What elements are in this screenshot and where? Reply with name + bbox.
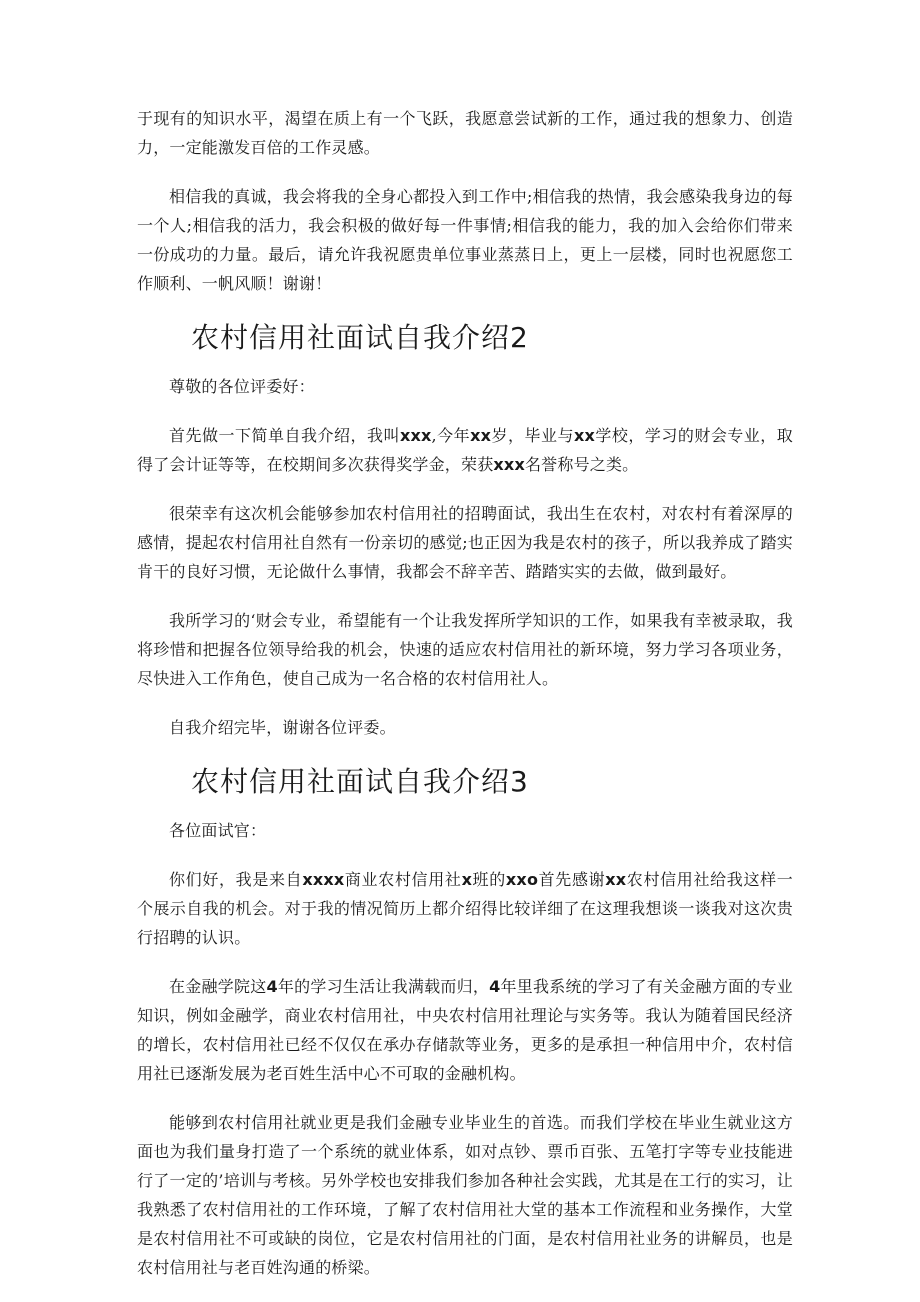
- section-3-paragraph-2: 在金融学院这4年的学习生活让我满载而归，4年里我系统的学习了有关金融方面的专业知识，例如金融学，商业农村信用社，中央农村信用社理论与实务等。我认为随着国民经济的增长，农村信用社已经不仅仅在承办存储款等业务，更多的是承担一种信用中介，农村信用社已逐渐发展为老百姓生活中心不可取的金融机构。: [137, 977, 793, 1083]
- section-3-paragraph-1: 你们好，我是来自xxxx商业农村信用社x班的xxo首先感谢xx农村信用社给我这样一个展示自我的机会。对于我的情况简历上都介绍得比较详细了在这理我想谈一谈我对这次贵行招聘的认识。: [137, 870, 793, 947]
- section-2-title: 农村信用社面试自我介绍2: [191, 321, 529, 354]
- section-2-greeting: 尊敬的各位评委好：: [169, 377, 315, 396]
- section-2-paragraph-4: 自我介绍完毕，谢谢各位评委。: [169, 718, 396, 737]
- section-2-paragraph-1: 首先做一下简单自我介绍，我叫xxx,今年xx岁，毕业与xx学校，学习的财会专业，取得了会计证等等，在校期间多次获得奖学金，荣获xxx名誉称号之类。: [137, 426, 794, 474]
- paragraph-continued: 于现有的知识水平，渴望在质上有一个飞跃，我愿意尝试新的工作，通过我的想象力、创造力，一定能激发百倍的工作灵感。: [137, 109, 793, 157]
- section-3-greeting: 各位面试官：: [169, 821, 267, 840]
- section-2-paragraph-3: 我所学习的‘财会专业，希望能有一个让我发挥所学知识的工作，如果我有幸被录取，我将珍惜和把握各位领导给我的机会，快速的适应农村信用社的新环境，努力学习各项业务，尽快进入工作角色，使自己成为一名合格的农村信用社人。: [137, 611, 793, 688]
- section-2-paragraph-2: 很荣幸有这次机会能够参加农村信用社的招聘面试，我出生在农村，对农村有着深厚的感情，提起农村信用社自然有一份亲切的感觉;也正因为我是农村的孩子，所以我养成了踏实肯干的良好习惯，无论做什么事情，我都会不辞辛苦、踏踏实实的去做，做到最好。: [137, 504, 793, 581]
- section-3-paragraph-3: 能够到农村信用社就业更是我们金融专业毕业生的首选。而我们学校在毕业生就业这方面也为我们量身打造了一个系统的就业体系，如对点钞、票币百张、五笔打字等专业技能进行了一定的’培训与考核。另外学校也安排我们参加各种社会实践，尤其是在工行的实习，让我熟悉了农村信用社的工作环境，了解了农村信用社大堂的基本工作流程和业务操作，大堂是农村信用社不可或缺的岗位，它是农村信用社的门面，是农村信用社业务的讲解员，也是农村信用社与老百姓沟通的桥梁。: [137, 1113, 793, 1277]
- document-page: [137, 104, 793, 1302]
- paragraph-closing: 相信我的真诚，我会将我的全身心都投入到工作中;相信我的热情，我会感染我身边的每一个人;相信我的活力，我会积极的做好每一件事情;相信我的能力，我的加入会给你们带来一份成功的力量。最后，请允许我祝愿贵单位事业蒸蒸日上，更上一层楼，同时也祝愿您工作顺利、一帆风顺！谢谢！: [137, 187, 793, 293]
- section-3-title: 农村信用社面试自我介绍3: [191, 765, 529, 798]
